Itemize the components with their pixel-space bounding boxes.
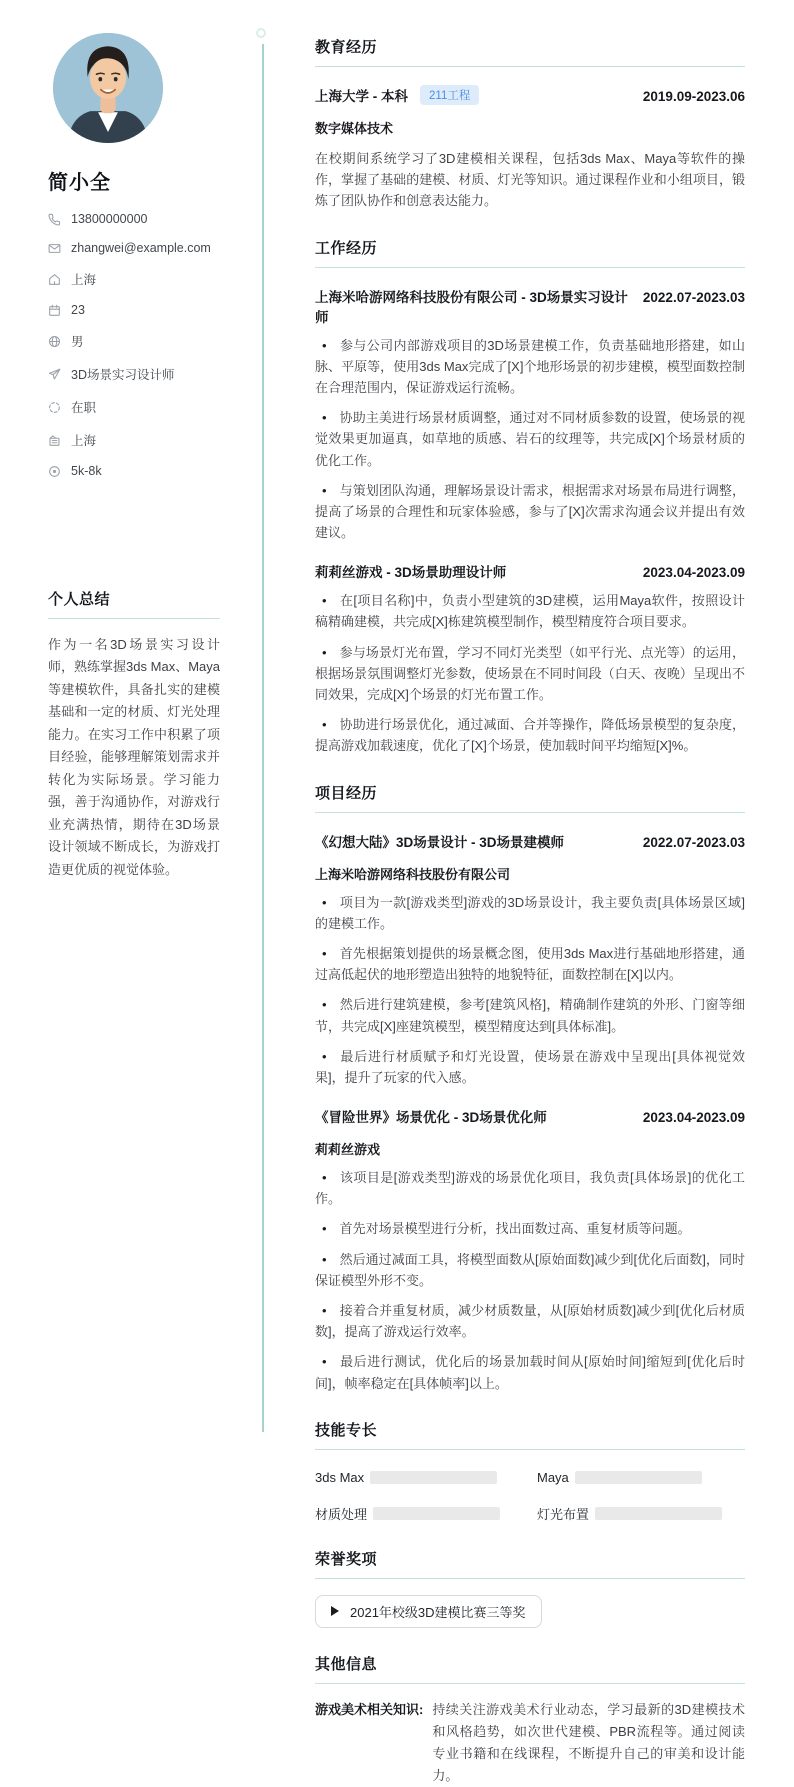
other-info-text: 持续关注游戏美术行业动态，学习最新的3D建模技术和风格趋势，如次世代建模、PBR流程等。通过阅读专业书籍和在线课程，不断提升自己的审美和设计能力。 xyxy=(432,1701,745,1784)
project-2-bullet: • 然后通过减面工具，将模型面数从[原始面数]减少到[优化后面数]，同时保证模型外形不变。 xyxy=(315,1249,745,1291)
contact-gender xyxy=(48,332,220,350)
play-icon xyxy=(331,1606,339,1616)
personal-summary-section xyxy=(48,588,220,881)
education-school-degree xyxy=(315,85,479,105)
work-1-date: 2022.07-2023.03 xyxy=(642,289,745,305)
age-icon xyxy=(48,304,61,317)
skill-material xyxy=(315,1504,537,1523)
work-item xyxy=(315,286,745,544)
other-info-section xyxy=(315,1653,745,1787)
sidebar xyxy=(48,33,220,881)
work-item xyxy=(315,561,745,756)
contact-phone-value: 13800000000 xyxy=(71,212,148,226)
project-1-company: 上海米哈游网络科技股份有限公司 xyxy=(315,866,511,882)
work-1-bullet: • 与策划团队沟通，理解场景设计需求，根据需求对场景布局进行调整，提高了场景的合理性和玩家体验感，参与了[X]次需求沟通会议并提出有效建议。 xyxy=(315,480,745,544)
project-item xyxy=(315,1106,745,1394)
skill-maya xyxy=(537,1470,745,1485)
project-1-bullet: • 最后进行材质赋予和灯光设置，使场景在游戏中呈现出[具体视觉效果]，提升了玩家的代入感。 xyxy=(315,1046,745,1088)
education-section xyxy=(315,36,745,212)
project-item xyxy=(315,831,745,1089)
gender-icon xyxy=(48,335,61,348)
personal-summary-title: 个人总结 xyxy=(48,588,220,619)
work-section xyxy=(315,237,745,757)
skill-label: 3ds Max xyxy=(315,1469,365,1485)
school-badge: 211工程 xyxy=(420,85,479,105)
skill-label: 灯光布置 xyxy=(537,1506,590,1522)
contact-salary xyxy=(48,464,220,478)
candidate-name: 简小全 xyxy=(48,172,111,194)
projects-title: 项目经历 xyxy=(315,782,745,813)
project-2-company: 莉莉丝游戏 xyxy=(315,1142,381,1158)
avatar xyxy=(53,33,163,143)
work-1-heading: 上海米哈游网络科技股份有限公司 - 3D场景实习设计师 xyxy=(315,289,628,325)
contact-city xyxy=(48,431,220,449)
project-1-bullet: • 首先根据策划提供的场景概念图，使用3ds Max进行基础地形搭建，通过高低起伏的地形塑造出独特的地貌特征，面数控制在[X]以内。 xyxy=(315,943,745,985)
skill-3ds-max xyxy=(315,1470,537,1485)
home-icon xyxy=(48,273,61,286)
contact-email-value: zhangwei@example.com xyxy=(71,241,211,255)
work-2-date: 2023.04-2023.09 xyxy=(642,565,745,581)
honors-section xyxy=(315,1548,745,1628)
paper-plane-icon xyxy=(48,368,61,381)
contact-salary-value: 5k-8k xyxy=(71,464,102,478)
education-title: 教育经历 xyxy=(315,36,745,67)
school-degree-text: 上海大学 - 本科 xyxy=(315,89,408,104)
column-divider xyxy=(262,44,264,1432)
project-2-date: 2023.04-2023.09 xyxy=(642,1110,745,1126)
contact-age xyxy=(48,303,220,317)
personal-summary-text: 作为一名3D场景实习设计师，熟练掌握3ds Max、Maya等建模软件，具备扎实的建模基础和一定的材质、灯光处理能力。在实习工作中积累了项目经验，能够理解策划需求并转化为实际场景。学习能力强，善于沟通协作，对游戏行业充满热情，期待在3D场景设计领域不断成长，为游戏打造更优质的视觉体验。 xyxy=(48,637,220,877)
contact-list xyxy=(48,212,220,478)
project-1-heading: 《幻想大陆》3D场景设计 - 3D场景建模师 xyxy=(315,834,565,850)
project-1-date: 2022.07-2023.03 xyxy=(642,834,745,850)
target-icon xyxy=(48,465,61,478)
skill-bar xyxy=(575,1471,702,1484)
project-2-bullet: • 最后进行测试，优化后的场景加载时间从[原始时间]缩短到[优化后时间]，帧率稳定在[具体帧率]以上。 xyxy=(315,1351,745,1393)
contact-status xyxy=(48,398,220,416)
work-2-bullet: • 协助进行场景优化，通过减面、合并等操作，降低场景模型的复杂度，提高游戏加载速度，优化了[X]个场景，使加载时间平均缩短[X]%。 xyxy=(315,714,745,756)
award-text: 2021年校级3D建模比赛三等奖 xyxy=(350,1604,526,1620)
skills-title: 技能专长 xyxy=(315,1419,745,1450)
email-icon xyxy=(48,242,61,255)
skill-bar xyxy=(595,1507,722,1520)
contact-email xyxy=(48,241,220,255)
skill-bar xyxy=(370,1471,497,1484)
status-icon xyxy=(48,401,61,414)
project-2-bullet: • 首先对场景模型进行分析，找出面数过高、重复材质等问题。 xyxy=(315,1218,745,1239)
contact-location-value: 上海 xyxy=(71,273,97,287)
skill-label: Maya xyxy=(537,1469,569,1485)
skill-lighting xyxy=(537,1504,745,1523)
other-info-title: 其他信息 xyxy=(315,1653,745,1684)
contact-age-value: 23 xyxy=(71,303,85,317)
work-2-bullet: • 在[项目名称]中，负责小型建筑的3D建模，运用Maya软件，按照设计稿精确建模，共完成[X]栋建筑模型制作，模型精度符合项目要求。 xyxy=(315,590,745,632)
contact-job-intent-value: 3D场景实习设计师 xyxy=(71,368,175,382)
other-info-label: 游戏美术相关知识: xyxy=(315,1701,424,1717)
project-1-bullet: • 然后进行建筑建模，参考[建筑风格]，精确制作建筑的外形、门窗等细节，共完成[X]座建筑模型，模型精度达到[具体标准]。 xyxy=(315,994,745,1036)
award-item[interactable] xyxy=(315,1595,542,1628)
building-icon xyxy=(48,434,61,447)
skill-label: 材质处理 xyxy=(315,1506,368,1522)
skills-grid xyxy=(315,1470,745,1523)
projects-section xyxy=(315,782,745,1394)
project-1-bullet: • 项目为一款[游戏类型]游戏的3D场景设计，我主要负责[具体场景区域]的建模工作。 xyxy=(315,892,745,934)
timeline-dot xyxy=(256,28,266,38)
contact-phone xyxy=(48,212,220,226)
education-description: 在校期间系统学习了3D建模相关课程，包括3ds Max、Maya等软件的操作，掌握了基础的建模、材质、灯光等知识。通过课程作业和小组项目，锻炼了团队协作和创意表达能力。 xyxy=(315,151,745,209)
project-2-bullet: • 该项目是[游戏类型]游戏的场景优化项目，我负责[具体场景]的优化工作。 xyxy=(315,1167,745,1209)
work-2-bullet: • 参与场景灯光布置，学习不同灯光类型（如平行光、点光等）的运用，根据场景氛围调整灯光参数，使场景在不同时间段（白天、夜晚）呈现出不同效果，完成[X]个场景的灯光布置工作。 xyxy=(315,642,745,706)
work-2-heading: 莉莉丝游戏 - 3D场景助理设计师 xyxy=(315,565,507,581)
work-title: 工作经历 xyxy=(315,237,745,268)
contact-gender-value: 男 xyxy=(71,335,84,349)
project-2-bullet: • 接着合并重复材质，减少材质数量，从[原始材质数]减少到[优化后材质数]，提高了游戏运行效率。 xyxy=(315,1300,745,1342)
project-2-heading: 《冒险世界》场景优化 - 3D场景优化师 xyxy=(315,1110,547,1126)
main-content xyxy=(315,36,745,1787)
honors-title: 荣誉奖项 xyxy=(315,1548,745,1579)
skill-bar xyxy=(373,1507,500,1520)
education-date: 2019.09-2023.06 xyxy=(642,89,745,104)
phone-icon xyxy=(48,213,61,226)
contact-job-intent xyxy=(48,365,220,383)
skills-section xyxy=(315,1419,745,1523)
work-1-bullet: • 参与公司内部游戏项目的3D场景建模工作，负责基础地形搭建，如山脉、平原等，使用3ds Max完成了[X]个地形场景的初步建模，模型面数控制在合理范围内，保证游戏运行流畅。 xyxy=(315,335,745,399)
contact-city-value: 上海 xyxy=(71,434,97,448)
avatar-illustration xyxy=(53,33,163,143)
work-1-bullet: • 协助主美进行场景材质调整，通过对不同材质参数的设置，使场景的视觉效果更加逼真，如草地的质感、岩石的纹理等，共完成[X]个场景材质的优化工作。 xyxy=(315,407,745,471)
education-major: 数字媒体技术 xyxy=(315,121,394,136)
contact-status-value: 在职 xyxy=(71,401,97,415)
contact-location xyxy=(48,270,220,288)
